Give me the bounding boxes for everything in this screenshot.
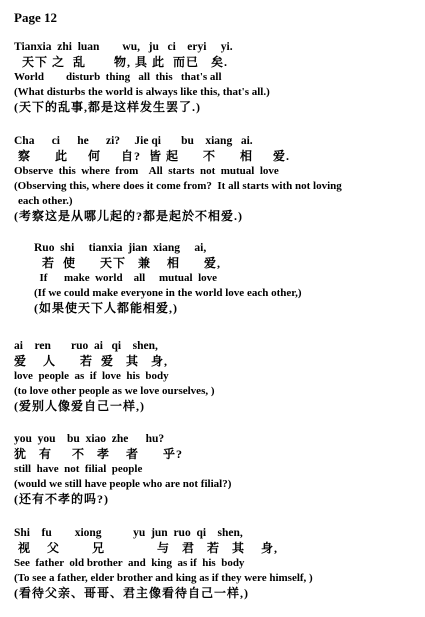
page-number: Page 12	[14, 10, 57, 25]
english-translation: (If we could make everyone in the world love each other,)	[34, 287, 302, 299]
pinyin-line: Shi fu xiong yu jun ruo qi shen,	[14, 527, 243, 539]
english-gloss-line: See father old brother and king as if his body	[14, 557, 245, 569]
english-translation: (would we still have people who are not filial?)	[14, 478, 232, 490]
chinese-translation: (还有不孝的吗?)	[14, 492, 109, 506]
chinese-line: 爱 人 若 爱 其 身,	[14, 354, 169, 368]
english-translation: (To see a father, elder brother and king as if they were himself, )	[14, 572, 313, 584]
english-gloss-line: love people as if love his body	[14, 370, 169, 382]
english-gloss-line: Observe this where from All starts not mutual love	[14, 165, 279, 177]
passage-2	[14, 134, 419, 224]
english-gloss-line: If make world all mutual love	[34, 272, 218, 284]
pinyin-line: you you bu xiao zhe hu?	[14, 433, 165, 445]
english-translation: (Observing this, where does it come from? It all starts with not loving	[14, 180, 342, 192]
english-gloss-line: still have not filial people	[14, 463, 143, 475]
english-gloss-line: World disturb thing all this that's all	[14, 71, 222, 83]
chinese-line: 若 使 天下 兼 相 爱,	[34, 256, 222, 270]
chinese-translation: (如果使天下人都能相爱,)	[34, 301, 178, 315]
pinyin-line: Cha ci he zi? Jie qi bu xiang ai.	[14, 135, 253, 147]
english-translation: (What disturbs the world is always like this, that's all.)	[14, 86, 270, 98]
chinese-translation: (看待父亲、哥哥、君主像看待自己一样,)	[14, 586, 249, 600]
passage-3	[34, 241, 419, 316]
chinese-translation: (爱别人像爱自己一样,)	[14, 399, 145, 413]
chinese-line: 察 此 何 自? 皆 起 不 相 爱.	[14, 149, 291, 163]
passage-4	[14, 339, 419, 414]
pinyin-line: Ruo shi tianxia jian xiang ai,	[34, 242, 207, 254]
english-translation: (to love other people as we love ourselves, )	[14, 385, 215, 397]
chinese-translation: (考察这是从哪儿起的?都是起於不相爱.)	[14, 209, 243, 223]
passage-1	[14, 40, 419, 115]
pinyin-line: Tianxia zhi luan wu, ju ci eryi yi.	[14, 41, 233, 53]
chinese-line: 犹 有 不 孝 者 乎?	[14, 447, 184, 461]
passage-6	[14, 526, 419, 601]
chinese-line: 视 父 兄 与 君 若 其 身,	[14, 541, 279, 555]
pinyin-line: ai ren ruo ai qi shen,	[14, 340, 158, 352]
chinese-translation: (天下的乱事,都是这样发生罢了.)	[14, 100, 201, 114]
passage-5	[14, 432, 419, 507]
english-translation-continued: each other.)	[18, 195, 73, 207]
chinese-line: 天下 之 乱 物, 具 此 而已 矣.	[14, 55, 229, 69]
